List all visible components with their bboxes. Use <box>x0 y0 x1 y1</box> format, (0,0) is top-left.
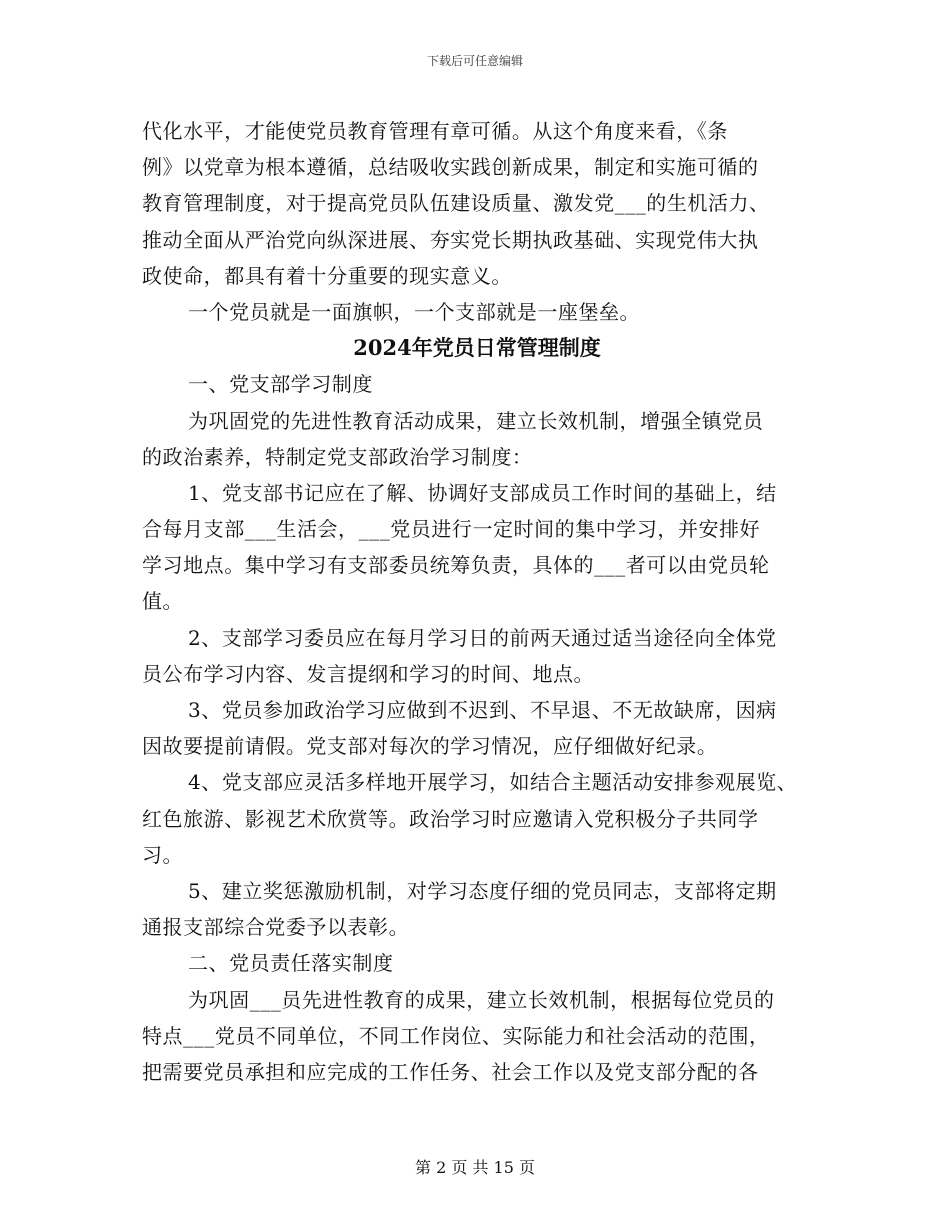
text-line: 值。 <box>142 589 184 614</box>
text-line: 红色旅游、影视艺术欣赏等。政治学习时应邀请入党积极分子共同学 <box>142 806 759 831</box>
text-line: 代化水平，才能使党员教育管理有章可循。从这个角度来看，《条 <box>142 119 728 143</box>
text-line: 例》以党章为根本遵循，总结吸收实践创新成果，制定和实施可循的 <box>142 155 759 180</box>
text-line: 5、建立奖惩激励机制，对学习态度仔细的党员同志，支部将定期 <box>188 878 777 903</box>
text-line: 推动全面从严治党向纵深进展、夯实党长期执政基础、实现党伟大执 <box>142 227 759 252</box>
text-line: 合每月支部___生活会，___党员进行一定时间的集中学习，并安排好 <box>142 517 761 542</box>
text-line: 一、党支部学习制度 <box>188 372 373 397</box>
text-line: 为巩固党的先进性教育活动成果，建立长效机制，增强全镇党员 <box>188 408 764 433</box>
text-line: 1、党支部书记应在了解、协调好支部成员工作时间的基础上，结 <box>188 480 777 505</box>
page-footer: 第 2 页 共 15 页 <box>415 1158 535 1177</box>
document-title: 2024年党员日常管理制度 <box>353 335 601 361</box>
text-line: 员公布学习内容、发言提纲和学习的时间、地点。 <box>142 661 595 686</box>
text-line: 4、党支部应灵活多样地开展学习，如结合主题活动安排参观展览、 <box>188 770 798 795</box>
text-line: 习。 <box>142 842 184 867</box>
document-body <box>142 113 822 1090</box>
text-line: 3、党员参加政治学习应做到不迟到、不早退、不无故缺席，因病 <box>188 698 777 722</box>
text-line: 教育管理制度，对于提高党员队伍建设质量、激发党___的生机活力、 <box>142 191 770 216</box>
text-line: 特点___党员不同单位，不同工作岗位、实际能力和社会活动的范围， <box>142 1023 770 1048</box>
text-line: 政使命，都具有着十分重要的现实意义。 <box>142 263 512 288</box>
main-paragraphs <box>142 366 822 1090</box>
text-line: 的政治素养，特制定党支部政治学习制度： <box>142 444 533 469</box>
page-header: 下载后可任意编辑 <box>426 54 523 68</box>
text-line: 一个党员就是一面旗帜，一个支部就是一座堡垒。 <box>188 299 641 324</box>
text-line: 学习地点。集中学习有支部委员统筹负责，具体的___者可以由党员轮 <box>142 553 770 578</box>
text-line: 通报支部综合党委予以表彰。 <box>142 915 410 940</box>
text-line: 二、党员责任落实制度 <box>188 951 394 976</box>
text-line: 为巩固___员先进性教育的成果，建立长效机制，根据每位党员的 <box>188 987 775 1012</box>
text-line: 把需要党员承担和应完成的工作任务、社会工作以及党支部分配的各 <box>142 1059 759 1084</box>
intro-paragraphs <box>142 113 822 330</box>
text-line: 2、支部学习委员应在每月学习日的前两天通过适当途径向全体党 <box>188 625 777 650</box>
text-line: 因故要提前请假。党支部对每次的学习情况，应仔细做好纪录。 <box>142 734 718 759</box>
